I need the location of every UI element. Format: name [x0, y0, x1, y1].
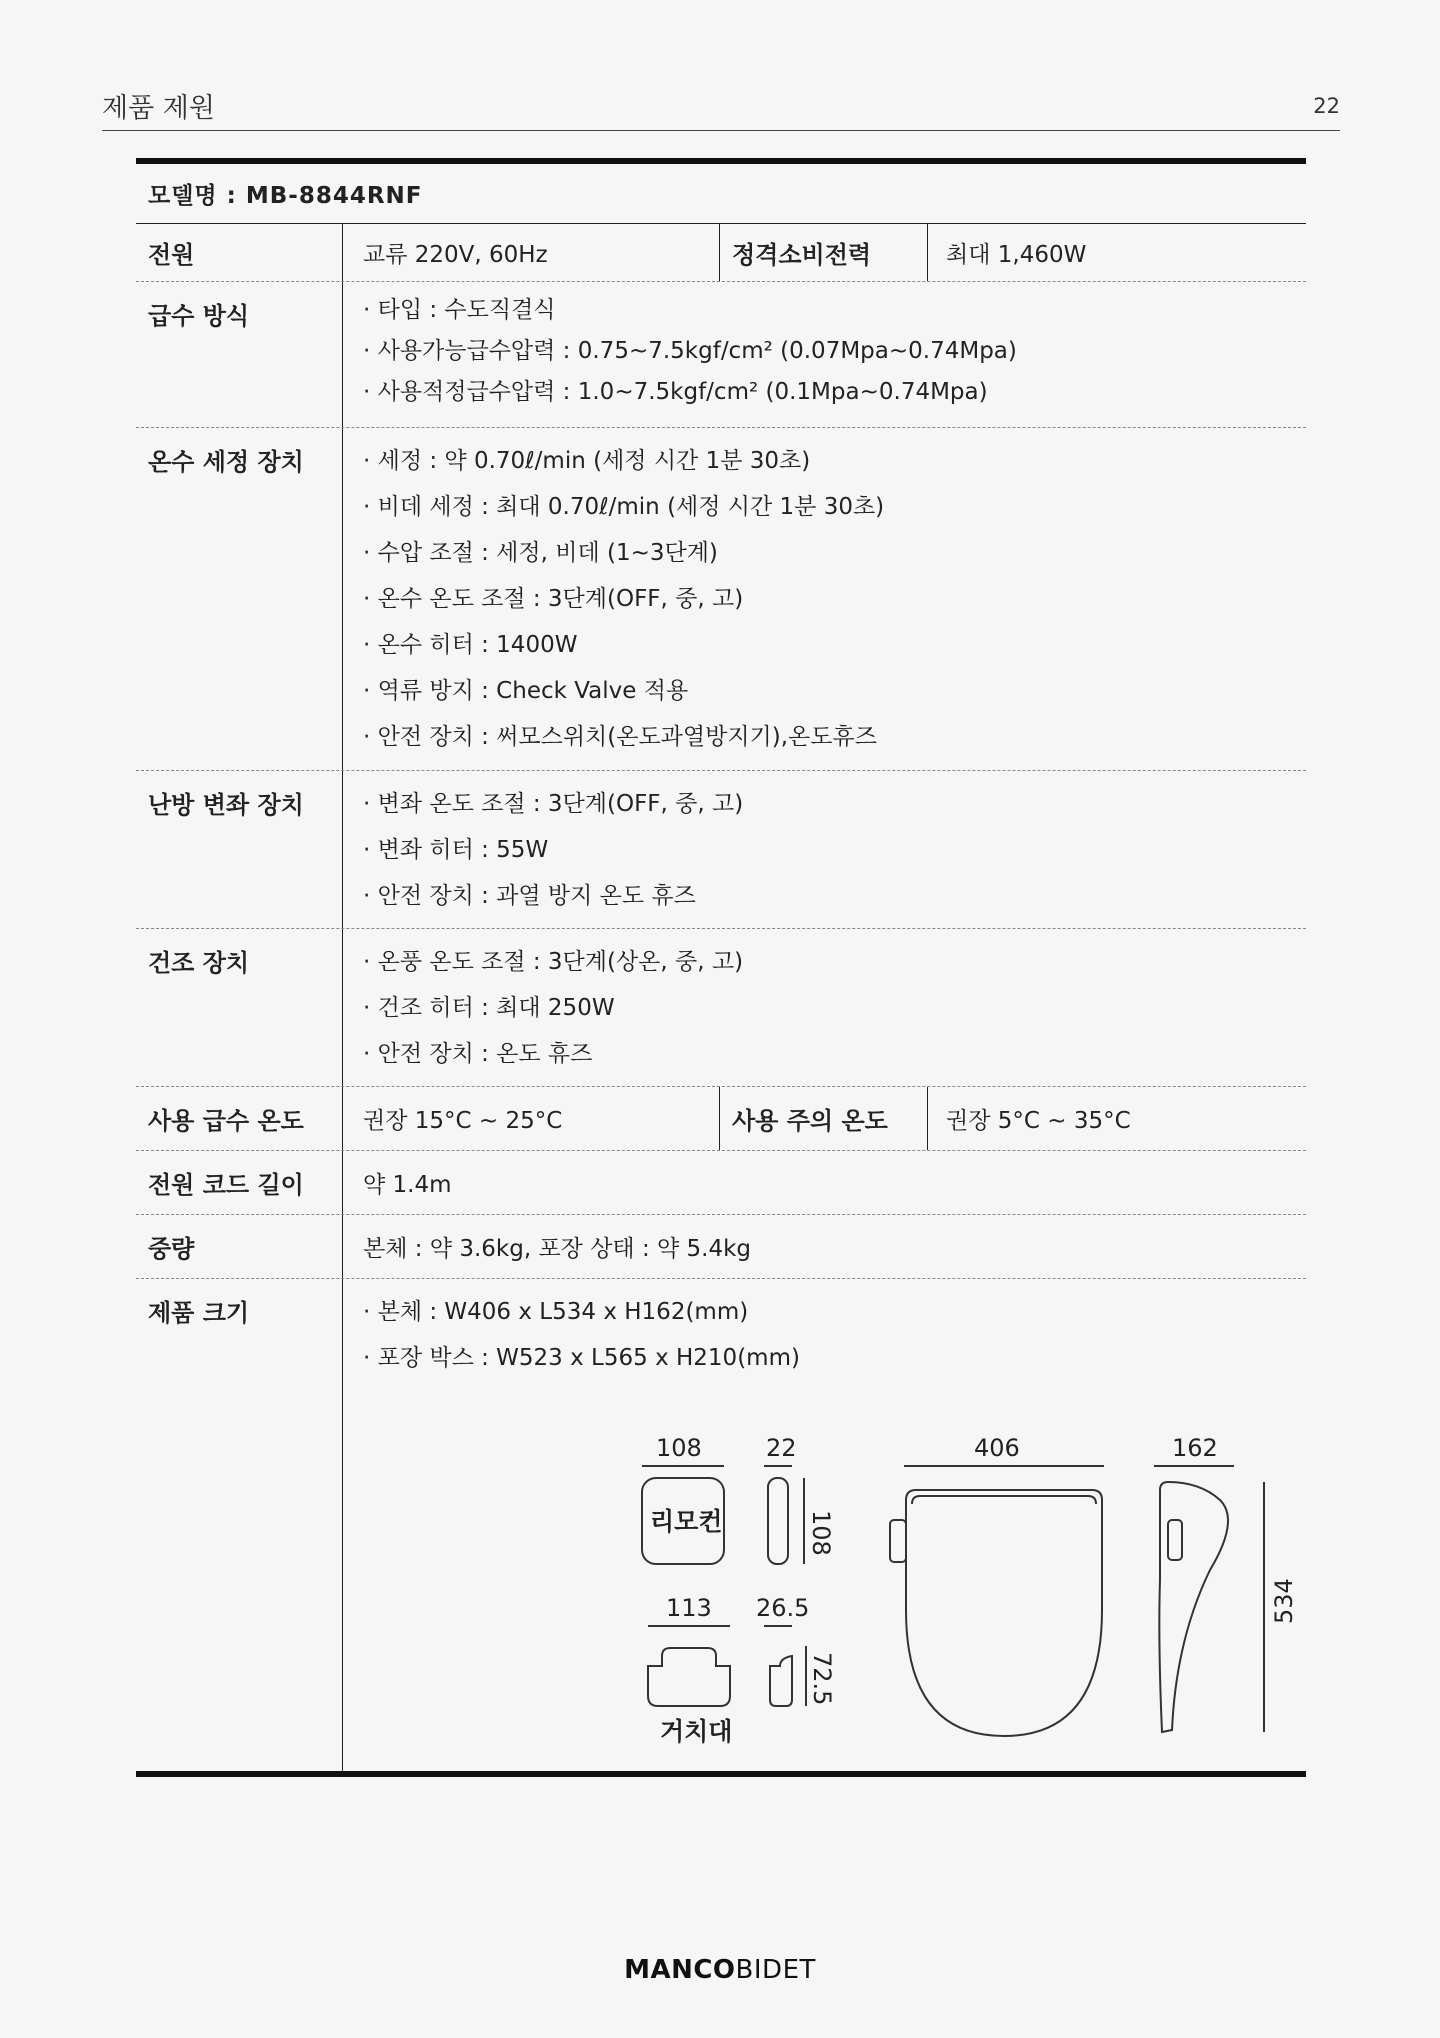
spec-line: · 수압 조절 : 세정, 비데 (1~3단계)	[363, 540, 718, 566]
spec-row-water-supply	[136, 282, 1306, 428]
row-label-2: 정격소비전력	[719, 224, 928, 281]
row-label-2: 사용 주의 온도	[719, 1087, 928, 1150]
spec-line: · 건조 히터 : 최대 250W	[363, 995, 615, 1021]
spec-line: · 본체 : W406 x L534 x H162(mm)	[363, 1299, 749, 1325]
spec-line: · 사용가능급수압력 : 0.75~7.5kgf/cm² (0.07Mpa~0.74Mpa)	[363, 338, 1017, 364]
row-value: 본체 : 약 3.6kg, 포장 상태 : 약 5.4kg	[363, 1236, 752, 1262]
row-label: 전원 코드 길이	[136, 1151, 343, 1214]
holder-outline	[648, 1648, 730, 1706]
spec-line: · 타입 : 수도직결식	[363, 297, 556, 323]
dim-label: 113	[666, 1594, 712, 1622]
row-label: 건조 장치	[136, 929, 343, 1086]
dim-label: 162	[1172, 1434, 1218, 1462]
bottom-rule	[136, 1771, 1306, 1777]
brand-logo	[0, 1955, 1440, 1985]
page-number: 22	[1313, 94, 1340, 118]
row-label: 중량	[136, 1215, 343, 1278]
remote-side-outline	[768, 1478, 788, 1564]
row-label: 사용 급수 온도	[136, 1087, 343, 1150]
dimension-svg	[620, 1420, 1320, 1760]
row-label: 제품 크기	[136, 1279, 343, 1771]
row-value-2: 최대 1,460W	[946, 242, 1087, 268]
page-header	[102, 78, 1340, 131]
dimension-diagram	[620, 1420, 1320, 1760]
spec-line: · 온수 히터 : 1400W	[363, 632, 578, 658]
side-panel-outline	[1168, 1520, 1182, 1560]
row-value	[343, 282, 1306, 427]
side-panel-outline	[890, 1520, 906, 1562]
seat-top-outline	[906, 1490, 1102, 1736]
dim-label: 108	[656, 1434, 702, 1462]
spec-line: · 안전 장치 : 써모스위치(온도과열방지기),온도휴즈	[363, 724, 877, 750]
spec-line: · 안전 장치 : 온도 휴즈	[363, 1041, 593, 1067]
spec-line: · 비데 세정 : 최대 0.70ℓ/min (세정 시간 1분 30초)	[363, 494, 885, 520]
holder-label: 거치대	[660, 1717, 733, 1746]
row-label: 난방 변좌 장치	[136, 771, 343, 928]
row-label: 급수 방식	[136, 282, 343, 427]
remote-label: 리모컨	[650, 1507, 723, 1536]
spec-row-temperature	[136, 1087, 1306, 1151]
dim-label: 72.5	[808, 1652, 836, 1706]
dim-label: 534	[1270, 1578, 1298, 1624]
spec-line: · 변좌 히터 : 55W	[363, 837, 549, 863]
dim-label: 26.5	[756, 1594, 810, 1622]
spec-row-weight	[136, 1215, 1306, 1279]
spec-row-cord	[136, 1151, 1306, 1215]
row-value	[343, 428, 1306, 770]
spec-line: · 역류 방지 : Check Valve 적용	[363, 678, 689, 704]
row-value	[343, 771, 1306, 928]
seat-top-inner	[912, 1496, 1096, 1504]
spec-line: · 포장 박스 : W523 x L565 x H210(mm)	[363, 1345, 800, 1371]
section-title: 제품 제원	[102, 93, 215, 124]
dim-label: 406	[974, 1434, 1020, 1462]
spec-row-warm-wash	[136, 428, 1306, 771]
brand-part-b: BIDET	[735, 1955, 816, 1985]
spec-line: · 온수 온도 조절 : 3단계(OFF, 중, 고)	[363, 586, 744, 612]
row-value: 권장 15°C ~ 25°C	[363, 1108, 563, 1134]
dim-label: 108	[807, 1510, 835, 1556]
spec-line: · 세정 : 약 0.70ℓ/min (세정 시간 1분 30초)	[363, 448, 811, 474]
spec-line: · 온풍 온도 조절 : 3단계(상온, 중, 고)	[363, 949, 744, 975]
row-value: 교류 220V, 60Hz	[363, 242, 548, 268]
brand-part-a: MANCO	[624, 1955, 736, 1985]
row-value: 약 1.4m	[363, 1172, 452, 1198]
spec-line: · 사용적정급수압력 : 1.0~7.5kgf/cm² (0.1Mpa~0.74Mpa)	[363, 379, 988, 405]
model-name: 모델명 : MB-8844RNF	[136, 164, 1306, 224]
spec-row-power	[136, 224, 1306, 282]
spec-row-seat-heat	[136, 771, 1306, 929]
row-label: 온수 세정 장치	[136, 428, 343, 770]
spec-row-dryer	[136, 929, 1306, 1087]
spec-line: · 안전 장치 : 과열 방지 온도 휴즈	[363, 883, 696, 909]
dim-label: 22	[766, 1434, 797, 1462]
spec-line: · 변좌 온도 조절 : 3단계(OFF, 중, 고)	[363, 791, 744, 817]
holder-side-outline	[770, 1656, 792, 1706]
row-value-2: 권장 5°C ~ 35°C	[946, 1108, 1131, 1134]
seat-side-outline	[1159, 1482, 1228, 1732]
row-value	[343, 929, 1306, 1086]
row-label: 전원	[136, 224, 343, 281]
